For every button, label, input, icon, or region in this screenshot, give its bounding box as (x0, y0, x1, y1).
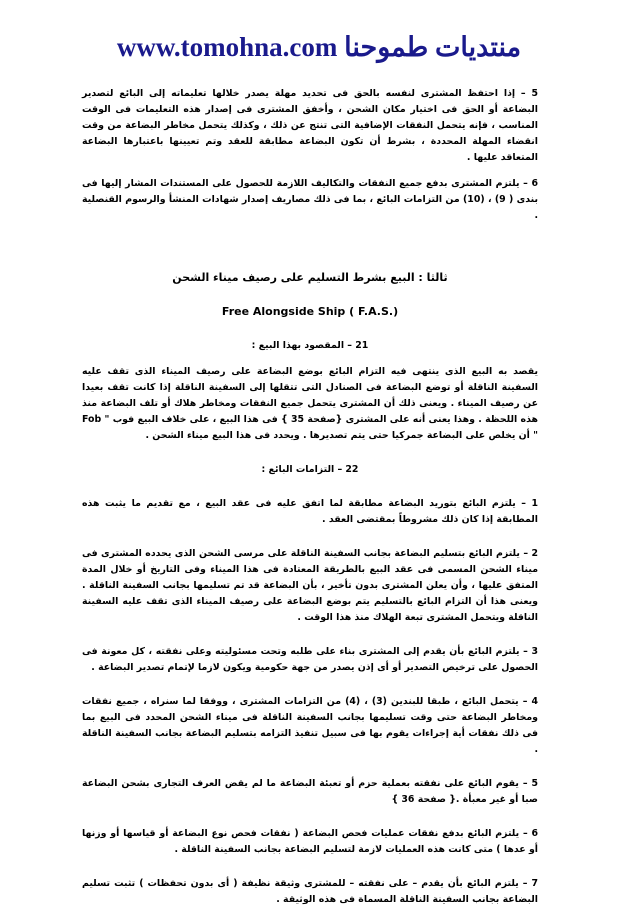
seller-obligation-6: 6 – يلتزم البائع بدفع نفقات عمليات فحص البضاعة ( نفقات فحص نوع البضاعة أو قياسها أو وزنها أو عدها ) متى كانت هذه العمليات لازمة لتسليم البضاعة بجانب السفينة الناقلة . (82, 828, 538, 855)
paragraph-buyer-5: 5 – إذا احتفظ المشترى لنفسه بالحق فى تحديد مهلة يصدر خلالها تعليماته إلى البائع لتصدير البضاعة أو الحق فى اختيار مكان الشحن ، وأخفق المشترى فى إصدار هذه التعليمات فى الوقت المناسب ، فإنه يتحمل النفقات الإضافية التى تنتج عن ذلك ، وكذلك يتحمل مخاطر البضاعة من وقت انقضاء المهلة المحددة ، بشرط أن تكون البضاعة مطابقة للعقد وتم تعيينها باعتبارها البضاعة المتعاقد عليها . (82, 88, 538, 163)
section-title: ثالثا : البيع بشرط التسليم على رصيف ميناء الشحن (172, 271, 448, 284)
section-subtitle: (.Free Alongside Ship ( F.A.S (221, 305, 399, 318)
seller-obligation-5: 5 – يقوم البائع على نفقته بعملية حزم أو تعبئة البضاعة ما لم يقض العرف التجارى بشحن البضاعة صبا أو غير معبأة .{ صفحة 36 } (82, 778, 538, 805)
paragraph-buyer-6: 6 – يلتزم المشترى بدفع جميع النفقات والتكاليف اللازمة للحصول على المستندات المشار إليها فى بندى ( 9) ، (10) من التزامات البائع ، بما فى ذلك مصاريف إصدار شهادات المنشأ والرسوم القنصلية . (82, 178, 538, 221)
seller-obligation-7: 7 – يلتزم البائع بأن يقدم – على نفقته – للمشترى وثيقة نظيفة ( أى بدون تحفظات ) تثبت تسليم البضاعة بجانب السفينة الناقلة المسماة فى هذه الوثيقة . (82, 878, 538, 905)
seller-obligation-2: 2 – يلتزم البائع بتسليم البضاعة بجانب السفينة الناقلة على مرسى الشحن الذى يحدده المشترى فى ميناء الشحن المسمى فى عقد البيع بالطريقة المعتادة فى هذا الميناء وفى التاريخ أو خلال المدة المتفق عليها ، وأن يعلن المشترى بدون تأخير ، بأن البضاعة قد تم تسليمها بجانب السفينة الناقلة . ويعنى هذا أن التزام البائع بالتسليم يتم بوضع البضاعة على رصيف الميناء الذى تقف عليه السفينة الناقلة ويتحمل المشترى تبعة الهلاك منذ هذا الوقت . (82, 548, 538, 623)
subheading-21: 21 – المقصود بهذا البيع : (251, 340, 369, 351)
subheading-22: 22 – التزامات البائع : (261, 464, 359, 475)
forum-name: منتديات طموحنا (344, 32, 522, 62)
site-url-link[interactable]: www.tomohna.com (116, 32, 338, 62)
seller-obligation-4: 4 – يتحمل البائع ، طبقا للبندين (3) ، (4) من التزامات المشترى ، ووفقا لما سنراه ، جميع نفقات ومخاطر البضاعة حتى وقت تسليمها بجانب السفينة الناقلة فى ميناء الشحن المحدد فى البيع بما فى ذلك نفقات أية إجراءات يقوم بها فى سبيل تنفيذ التزامه بتسليم البضاعة بجانب السفينة الناقلة . (82, 696, 538, 755)
document-body (82, 86, 538, 908)
site-header (0, 30, 638, 64)
definition-paragraph: يقصد به البيع الذى ينتهى فيه التزام البائع بوضع البضاعة على رصيف الميناء الذى تقف عليه السفينة الناقلة أو توضع البضاعة فى الصنادل التى تتقلها إلى السفينة الناقلة إذا كانت تقف بعيدا عن رصيف الميناء . ويعنى ذلك أن المشترى يتحمل جميع النفقات ومخاطر هلاك أو تلف البضاعة منذ هذه اللحظة . وهذا يعنى أنه على المشترى {صفحة 35 } فى هذا البيع ، على خلاف البيع فوب " Fob " أن يخلص على البضاعة جمركيا حتى يتم تصديرها . ويحدد فى هذا البيع ميناء الشحن . (82, 366, 539, 441)
seller-obligation-1: 1 – يلتزم البائع بتوريد البضاعة مطابقة لما اتفق عليه فى عقد البيع ، مع تقديم ما يثبت هذه المطابقة إذا كان ذلك مشروطاً بمقتضى العقد . (82, 498, 538, 525)
seller-obligation-3: 3 – يلتزم البائع بأن يقدم إلى المشترى بناء على طلبه وتحت مسئوليته وعلى نفقته ، كل معونة فى الحصول على ترخيص التصدير أو أى إذن يصدر من جهة حكومية ويكون لازما لإتمام تصدير البضاعة . (82, 646, 538, 673)
